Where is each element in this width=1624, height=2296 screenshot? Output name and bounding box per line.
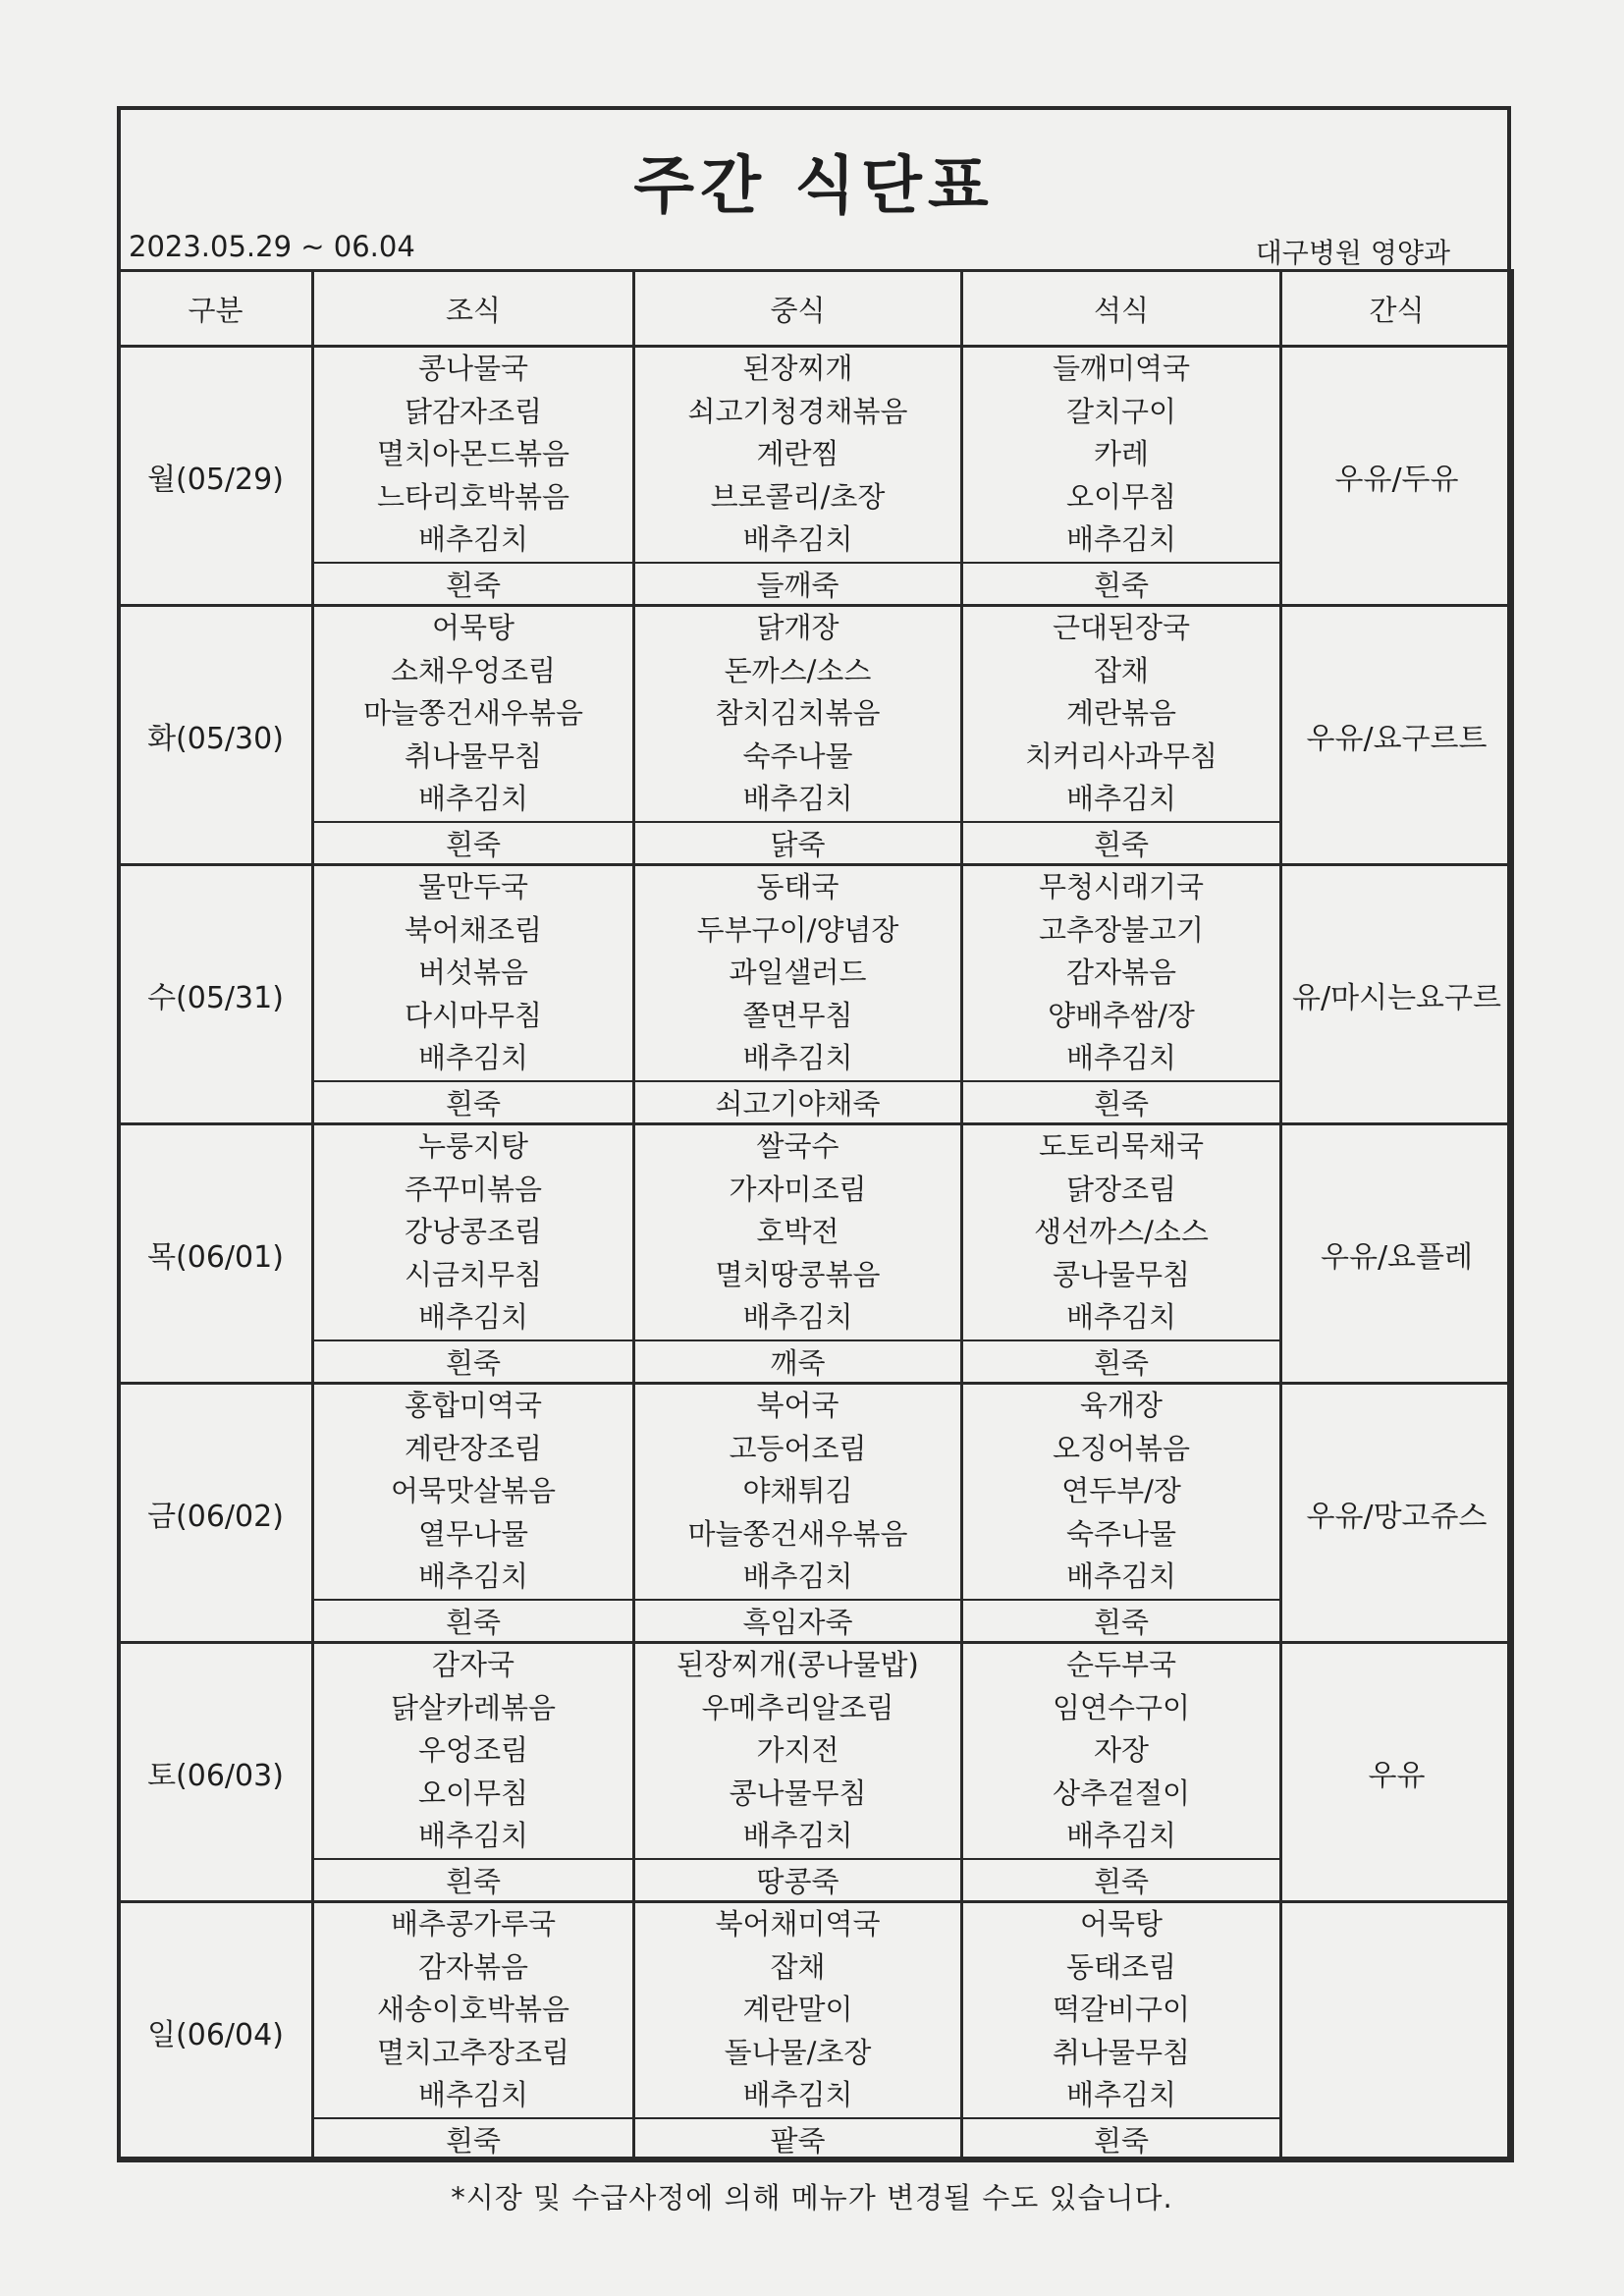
dish-item: 브로콜리/초장 [710,479,886,514]
dish-item: 배추콩가루국 [390,1907,557,1941]
department-name: 대구병원 영양과 [1255,237,1450,269]
dish-item: 배추김치 [742,522,853,557]
lunch-porridge-cell: 들깨죽 [634,563,962,606]
menu-sheet [117,106,1511,2160]
dish-item: 자장 [1093,1733,1150,1768]
dish-item: 돈까스/소스 [724,653,872,687]
breakfast-menu-cell [313,1384,634,1601]
dish-item: 감자볶음 [417,1949,529,1984]
dish-item: 배추김치 [1065,782,1177,816]
dish-item: 오징어볶음 [1052,1431,1191,1465]
snack-cell: 우유/요구르트 [1281,606,1513,865]
dish-item: 닭장조림 [1065,1172,1177,1206]
dinner-menu-cell [962,606,1281,823]
dish-item: 가자미조림 [729,1172,867,1206]
dish-item: 동태국 [756,870,839,904]
dish-item: 물만두국 [417,870,529,904]
dish-item: 어묵맛살볶음 [390,1474,557,1508]
dish-item: 버섯볶음 [417,956,529,990]
lunch-menu-cell [634,1902,962,2119]
date-range: 2023.05.29 ~ 06.04 [129,230,415,263]
dish-item: 계란장조림 [404,1431,543,1465]
dish-item: 들깨미역국 [1052,352,1191,386]
dish-item: 쫄면무침 [742,998,853,1032]
dish-item: 임연수구이 [1052,1690,1191,1724]
lunch-porridge-cell: 팥죽 [634,2118,962,2161]
dish-item: 배추김치 [742,782,853,816]
lunch-porridge-cell: 흑임자죽 [634,1600,962,1643]
breakfast-porridge-cell: 흰죽 [313,563,634,606]
dish-item: 닭개장 [756,611,839,645]
breakfast-menu-cell [313,347,634,564]
dish-item: 계란볶음 [1065,696,1177,731]
dish-item: 순두부국 [1065,1648,1177,1682]
lunch-menu-cell [634,1124,962,1341]
dish-item: 양배추쌈/장 [1048,998,1195,1032]
dish-item: 멸치아몬드볶음 [376,437,570,471]
day-label: 일(06/04) [119,1902,313,2161]
dish-item: 닭살카레볶음 [390,1690,557,1724]
breakfast-menu-cell [313,865,634,1082]
day-row [119,1124,1513,1341]
breakfast-menu-cell [313,606,634,823]
header-row [119,271,1513,347]
dish-item: 콩나물무침 [1052,1257,1191,1291]
dish-item: 근대된장국 [1052,611,1191,645]
lunch-menu-cell [634,1384,962,1601]
dish-item: 시금치무침 [404,1257,543,1291]
menu-body [119,347,1513,2161]
dish-item: 생선까스/소스 [1034,1215,1209,1249]
dish-item: 배추김치 [742,1300,853,1335]
dish-item: 계란찜 [756,437,839,471]
dinner-menu-cell [962,865,1281,1082]
breakfast-porridge-cell: 흰죽 [313,1859,634,1902]
dish-item: 두부구이/양념장 [696,912,899,947]
dish-item: 가지전 [756,1733,839,1768]
snack-cell: 유/마시는요구르 [1281,865,1513,1124]
dish-item: 숙주나물 [742,738,853,773]
breakfast-menu-cell [313,1643,634,1860]
breakfast-porridge-cell: 흰죽 [313,1600,634,1643]
dish-item: 멸치땅콩볶음 [715,1257,881,1291]
day-label: 화(05/30) [119,606,313,865]
dish-item: 배추김치 [417,522,529,557]
breakfast-porridge-cell: 흰죽 [313,1340,634,1384]
day-label: 월(05/29) [119,347,313,606]
dinner-porridge-cell: 흰죽 [962,1600,1281,1643]
day-row [119,606,1513,823]
day-row [119,865,1513,1082]
dish-item: 숙주나물 [1065,1516,1177,1551]
dish-item: 어묵탕 [1079,1907,1164,1941]
dish-item: 배추김치 [742,1819,853,1853]
dish-item: 북어채조림 [404,912,543,947]
snack-cell [1281,1902,1513,2161]
dinner-menu-cell [962,347,1281,564]
column-header-snack: 간식 [1281,271,1513,347]
dish-item: 쌀국수 [756,1129,839,1164]
dish-item: 쇠고기청경채볶음 [687,394,908,428]
day-row [119,1643,1513,1860]
dinner-menu-cell [962,1643,1281,1860]
column-header-category: 구분 [119,271,313,347]
lunch-menu-cell [634,1643,962,1860]
breakfast-porridge-cell: 흰죽 [313,2118,634,2161]
day-row [119,1384,1513,1601]
dish-item: 주꾸미볶음 [404,1172,543,1206]
column-header-lunch: 중식 [634,271,962,347]
dinner-porridge-cell: 흰죽 [962,1340,1281,1384]
snack-cell: 우유/요플레 [1281,1124,1513,1384]
dinner-porridge-cell: 흰죽 [962,1859,1281,1902]
dish-item: 배추김치 [1065,1559,1177,1594]
dish-item: 소채우엉조림 [390,653,557,687]
dish-item: 계란말이 [742,1993,853,2027]
dish-item: 취나물무침 [404,738,543,773]
column-header-dinner: 석식 [962,271,1281,347]
dish-item: 마늘쫑건새우볶음 [687,1516,908,1551]
dish-item: 과일샐러드 [729,956,867,990]
dish-item: 상추겉절이 [1052,1776,1191,1810]
lunch-menu-cell [634,606,962,823]
dish-item: 호박전 [756,1215,839,1249]
dish-item: 북어채미역국 [715,1907,881,1941]
breakfast-menu-cell [313,1902,634,2119]
snack-cell: 우유 [1281,1643,1513,1902]
day-row [119,1902,1513,2119]
snack-cell: 우유/망고쥬스 [1281,1384,1513,1643]
dish-item: 열무나물 [417,1516,529,1551]
snack-cell: 우유/두유 [1281,347,1513,606]
lunch-porridge-cell: 땅콩죽 [634,1859,962,1902]
dish-item: 갈치구이 [1065,394,1177,428]
dish-item: 카레 [1093,437,1150,471]
weekly-menu-table [117,269,1514,2162]
day-label: 수(05/31) [119,865,313,1124]
dish-item: 감자국 [431,1648,515,1682]
page-title: 주간 식단표 [633,150,995,223]
dinner-porridge-cell: 흰죽 [962,1081,1281,1124]
dish-item: 취나물무침 [1052,2035,1191,2069]
dish-item: 홍합미역국 [404,1389,543,1423]
lunch-porridge-cell: 닭죽 [634,822,962,865]
dish-item: 오이무침 [1065,479,1177,514]
column-header-breakfast: 조식 [313,271,634,347]
dish-item: 배추김치 [742,2078,853,2112]
dish-item: 배추김치 [1065,1819,1177,1853]
dinner-porridge-cell: 흰죽 [962,2118,1281,2161]
dish-item: 된장찌개 [742,352,853,386]
dish-item: 콩나물무침 [729,1776,867,1810]
dish-item: 육개장 [1079,1389,1164,1423]
lunch-menu-cell [634,347,962,564]
dish-item: 강낭콩조림 [404,1215,543,1249]
dish-item: 무청시래기국 [1038,870,1205,904]
dish-item: 연두부/장 [1061,1474,1181,1508]
dish-item: 돌나물/초장 [724,2035,872,2069]
dish-item: 마늘쫑건새우볶음 [362,696,584,731]
dish-item: 동태조림 [1065,1949,1177,1984]
dish-item: 감자볶음 [1065,956,1177,990]
dish-item: 북어국 [756,1389,839,1423]
dinner-menu-cell [962,1902,1281,2119]
dish-item: 우엉조림 [417,1733,529,1768]
dish-item: 어묵탕 [431,611,515,645]
dish-item: 배추김치 [417,782,529,816]
dish-item: 고추장불고기 [1038,912,1205,947]
dish-item: 우메추리알조림 [701,1690,894,1724]
dish-item: 참치김치볶음 [715,696,881,731]
dish-item: 배추김치 [417,2078,529,2112]
dish-item: 배추김치 [1065,2078,1177,2112]
dish-item: 다시마무침 [404,998,543,1032]
dish-item: 배추김치 [417,1559,529,1594]
dish-item: 배추김치 [417,1300,529,1335]
dish-item: 배추김치 [1065,522,1177,557]
day-row [119,347,1513,564]
dish-item: 배추김치 [417,1819,529,1853]
dish-item: 된장찌개(콩나물밥) [677,1648,919,1682]
breakfast-porridge-cell: 흰죽 [313,1081,634,1124]
dish-item: 고등어조림 [729,1431,867,1465]
notice-text: *시장 및 수급사정에 의해 메뉴가 변경될 수도 있습니다. [451,2181,1173,2214]
dinner-porridge-cell: 흰죽 [962,822,1281,865]
dish-item: 누룽지탕 [417,1129,529,1164]
day-label: 토(06/03) [119,1643,313,1902]
lunch-menu-cell [634,865,962,1082]
lunch-porridge-cell: 쇠고기야채죽 [634,1081,962,1124]
breakfast-menu-cell [313,1124,634,1341]
dish-item: 배추김치 [417,1041,529,1075]
dinner-menu-cell [962,1124,1281,1341]
lunch-porridge-cell: 깨죽 [634,1340,962,1384]
day-label: 금(06/02) [119,1384,313,1643]
dish-item: 느타리호박볶음 [376,479,570,514]
breakfast-porridge-cell: 흰죽 [313,822,634,865]
dish-item: 야채튀김 [742,1474,853,1508]
dish-item: 멸치고추장조림 [376,2035,570,2069]
dish-item: 닭감자조림 [404,394,543,428]
dish-item: 새송이호박볶음 [376,1993,570,2027]
dinner-menu-cell [962,1384,1281,1601]
dish-item: 잡채 [1093,653,1150,687]
dish-item: 떡갈비구이 [1052,1993,1191,2027]
dinner-porridge-cell: 흰죽 [962,563,1281,606]
dish-item: 오이무침 [417,1776,529,1810]
dish-item: 배추김치 [742,1041,853,1075]
day-label: 목(06/01) [119,1124,313,1384]
dish-item: 콩나물국 [417,352,529,386]
dish-item: 잡채 [770,1949,826,1984]
dish-item: 배추김치 [1065,1041,1177,1075]
dish-item: 배추김치 [1065,1300,1177,1335]
dish-item: 배추김치 [742,1559,853,1594]
dish-item: 치커리사과무침 [1024,738,1218,773]
dish-item: 도토리묵채국 [1038,1129,1205,1164]
